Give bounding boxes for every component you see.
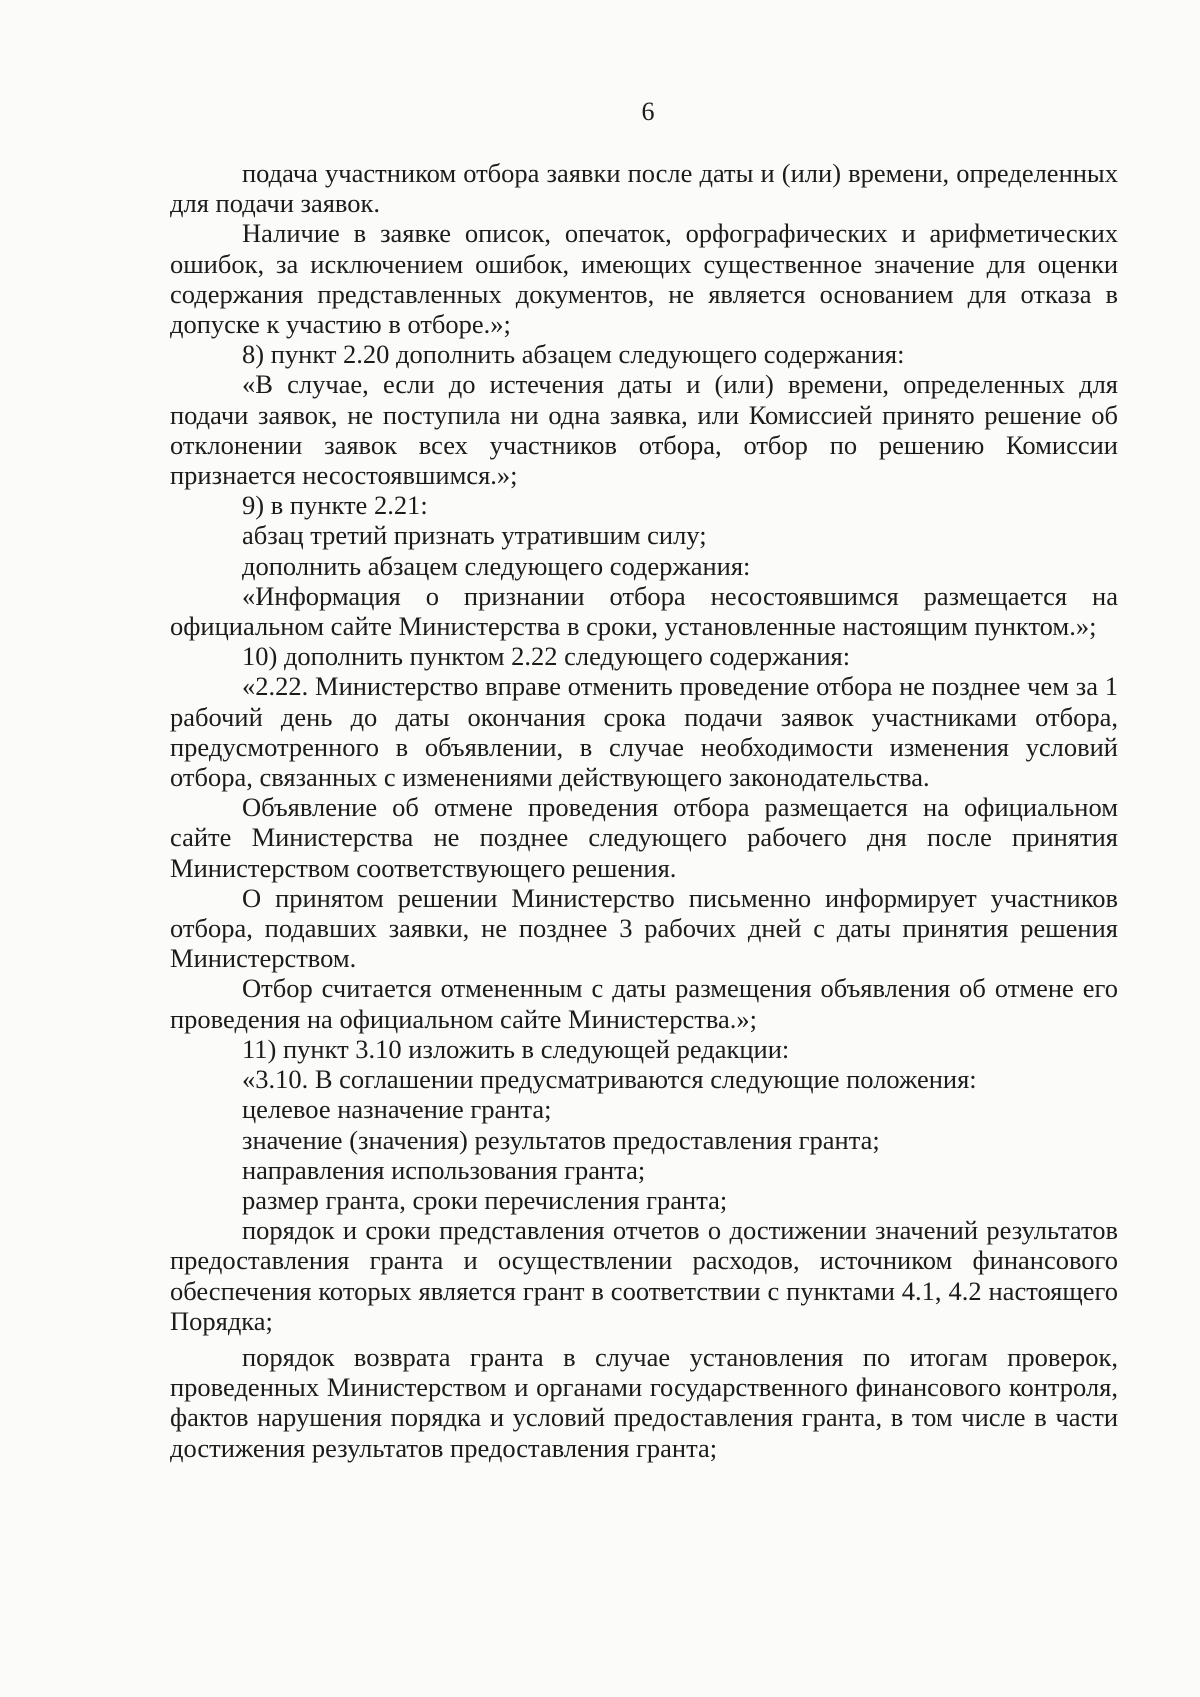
- paragraph: Отбор считается отмененным с даты размещения объявления об отмене его проведения на официальном сайте Министерства.»;: [170, 973, 1118, 1034]
- paragraph: Объявление об отмене проведения отбора размещается на официальном сайте Министерства не позднее следующего рабочего дня после принятия Министерством соответствующего решения.: [170, 792, 1118, 883]
- paragraph: «3.10. В соглашении предусматриваются следующие положения:: [242, 1064, 977, 1095]
- paragraph: 9) в пункте 2.21:: [242, 490, 428, 521]
- paragraph: дополнить абзацем следующего содержания:: [242, 550, 751, 581]
- paragraph: Наличие в заявке описок, опечаток, орфографических и арифметических ошибок, за исключением ошибок, имеющих существенное значение для оценки содержания представленных документов, не является основанием для отказа в допуске к участию в отборе.»;: [170, 218, 1118, 340]
- page-number: 6: [641, 97, 655, 126]
- paragraph: направления использования гранта;: [242, 1154, 646, 1185]
- paragraph: 8) пункт 2.20 дополнить абзацем следующего содержания:: [242, 339, 905, 370]
- paragraph: абзац третий признать утратившим силу;: [242, 520, 707, 551]
- paragraph: целевое назначение гранта;: [242, 1094, 552, 1125]
- paragraph: размер гранта, сроки перечисления гранта;: [242, 1184, 728, 1215]
- paragraph: подача участником отбора заявки после даты и (или) времени, определенных для подачи заявок.: [170, 158, 1118, 219]
- paragraph: «В случае, если до истечения даты и (или) времени, определенных для подачи заявок, не поступила ни одна заявка, или Комиссией принято решение об отклонении заявок всех участников отбора, отбор по решению Комиссии признается несостоявшимся.»;: [170, 369, 1118, 491]
- document-body: [170, 158, 1118, 1463]
- paragraph: 10) дополнить пунктом 2.22 следующего содержания:: [242, 641, 851, 672]
- paragraph: порядок и сроки представления отчетов о достижении значений результатов предоставления гранта и осуществлении расходов, источником финансового обеспечения которых является грант в соответствии с пунктами 4.1, 4.2 настоящего Порядка;: [170, 1215, 1118, 1336]
- paragraph: «Информация о признании отбора несостоявшимся размещается на официальном сайте Министерства в сроки, установленные настоящим пунктом.»;: [170, 580, 1118, 642]
- paragraph: «2.22. Министерство вправе отменить проведение отбора не позднее чем за 1 рабочий день до даты окончания срока подачи заявок участниками отбора, предусмотренного в объявлении, в случае необходимости изменения условий отбора, связанных с изменениями действующего законодательства.: [170, 671, 1118, 793]
- paragraph: значение (значения) результатов предоставления гранта;: [242, 1124, 880, 1155]
- paragraph: порядок возврата гранта в случае установления по итогам проверок, проведенных Министерством и органами государственного финансового контроля, фактов нарушения порядка и условий предоставления гранта, в том числе в части достижения результатов предоставления гранта;: [170, 1341, 1118, 1463]
- paragraph: 11) пункт 3.10 изложить в следующей редакции:: [242, 1033, 790, 1064]
- paragraph: О принятом решении Министерство письменно информирует участников отбора, подавших заявки, не позднее 3 рабочих дней с даты принятия решения Министерством.: [170, 882, 1118, 974]
